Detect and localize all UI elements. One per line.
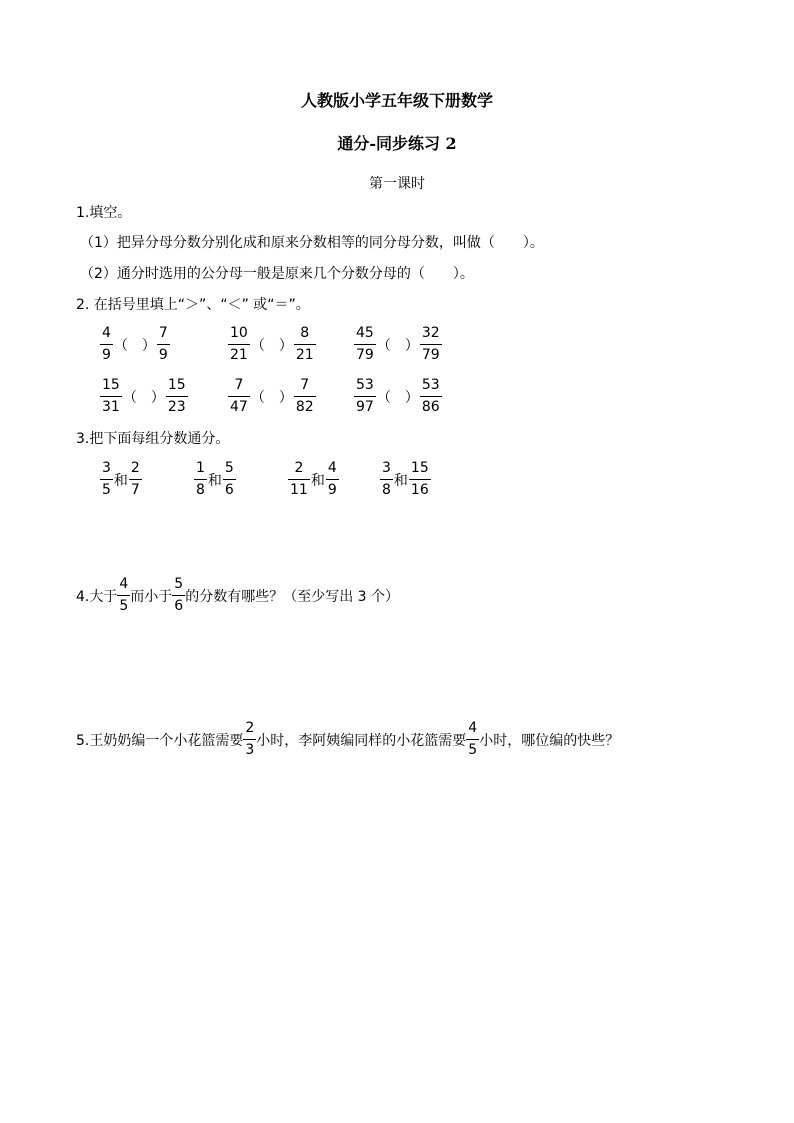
comparison-item — [100, 325, 170, 364]
answer-blank[interactable]: （ ） — [250, 337, 293, 354]
fraction-denominator: 86 — [420, 396, 442, 416]
fraction-numerator: 1 — [196, 460, 205, 476]
fraction-numerator: 45 — [356, 325, 374, 341]
fraction-numerator: 4 — [119, 576, 129, 592]
fraction-denominator: 5 — [117, 595, 130, 615]
q5-fraction-1 — [243, 720, 256, 759]
fraction-numerator: 15 — [410, 460, 429, 476]
fraction-numerator: 2 — [130, 460, 140, 476]
q4-fraction-2 — [172, 576, 185, 615]
fraction-numerator: 53 — [421, 377, 440, 393]
fraction-numerator: 15 — [102, 377, 120, 393]
right-fraction — [420, 325, 442, 364]
q5-fraction-2 — [466, 720, 479, 759]
q2-heading: 2. 在括号里填上“＞”、“＜” 或“＝”。 — [76, 297, 310, 313]
right-fraction — [294, 325, 316, 364]
fraction-pair — [194, 460, 236, 499]
q5-prefix: 5.王奶奶编一个小花篮需要 — [76, 732, 244, 749]
fraction-denominator: 6 — [223, 479, 236, 499]
left-fraction — [228, 377, 250, 416]
fraction-denominator: 3 — [243, 739, 256, 759]
joiner-text: 和 — [207, 472, 222, 489]
fraction-numerator: 53 — [356, 377, 374, 393]
fraction-numerator: 4 — [327, 460, 337, 476]
comparison-item — [354, 325, 442, 364]
first-fraction — [380, 460, 393, 499]
fraction-denominator: 5 — [466, 739, 479, 759]
fraction-denominator: 9 — [157, 344, 170, 364]
fraction-numerator: 32 — [421, 325, 440, 341]
fraction-denominator: 31 — [100, 396, 122, 416]
answer-blank[interactable]: （ ） — [122, 389, 165, 406]
q1-heading: 1.填空。 — [76, 205, 132, 221]
comparison-item — [228, 377, 316, 416]
q4-question — [76, 576, 399, 615]
q4-fraction-1 — [117, 576, 130, 615]
fraction-denominator: 79 — [420, 344, 442, 364]
fraction-denominator: 11 — [288, 479, 310, 499]
fraction-denominator: 5 — [100, 479, 113, 499]
fraction-denominator: 23 — [166, 396, 188, 416]
lesson-label: 第一课时 — [369, 176, 425, 192]
fraction-numerator: 7 — [300, 377, 310, 393]
q1-item-2: （2）通分时选用的公分母一般是原来几个分数分母的（ ）。 — [80, 266, 474, 282]
right-fraction — [166, 377, 188, 416]
fraction-pair — [100, 460, 142, 499]
first-fraction — [288, 460, 310, 499]
answer-blank[interactable]: （ ） — [376, 389, 419, 406]
fraction-denominator: 8 — [380, 479, 393, 499]
comparison-item — [354, 377, 442, 416]
fraction-pair — [288, 460, 339, 499]
q5-question — [76, 720, 619, 759]
left-fraction — [228, 325, 250, 364]
answer-blank[interactable]: （ ） — [250, 389, 293, 406]
q4-middle: 而小于 — [130, 588, 173, 605]
fraction-denominator: 6 — [172, 595, 185, 615]
comparison-item — [228, 325, 316, 364]
fraction-numerator: 4 — [102, 325, 111, 341]
fraction-numerator: 4 — [468, 720, 478, 736]
q4-suffix: 的分数有哪些？（至少写出 3 个） — [185, 588, 400, 605]
page-subtitle: 通分-同步练习 2 — [337, 134, 457, 153]
fraction-numerator: 2 — [294, 460, 304, 476]
right-fraction — [294, 377, 316, 416]
fraction-numerator: 2 — [245, 720, 255, 736]
second-fraction — [129, 460, 142, 499]
fraction-numerator: 3 — [382, 460, 391, 476]
fraction-denominator: 9 — [326, 479, 339, 499]
fraction-denominator: 9 — [100, 344, 113, 364]
left-fraction — [354, 377, 376, 416]
joiner-text: 和 — [113, 472, 128, 489]
fraction-numerator: 10 — [230, 325, 248, 341]
fraction-numerator: 8 — [300, 325, 310, 341]
comparison-item — [100, 377, 188, 416]
second-fraction — [223, 460, 236, 499]
fraction-numerator: 15 — [167, 377, 186, 393]
fraction-numerator: 7 — [158, 325, 168, 341]
left-fraction — [354, 325, 376, 364]
fraction-denominator: 82 — [294, 396, 316, 416]
right-fraction — [420, 377, 442, 416]
fraction-denominator: 8 — [194, 479, 207, 499]
left-fraction — [100, 325, 113, 364]
q4-prefix: 4.大于 — [76, 588, 118, 605]
q1-item-1: （1）把异分母分数分别化成和原来分数相等的同分母分数，叫做（ ）。 — [80, 235, 544, 251]
fraction-denominator: 79 — [354, 344, 376, 364]
fraction-denominator: 7 — [129, 479, 142, 499]
fraction-numerator: 5 — [174, 576, 184, 592]
left-fraction — [100, 377, 122, 416]
first-fraction — [194, 460, 207, 499]
fraction-denominator: 47 — [228, 396, 250, 416]
q5-suffix: 小时，哪位编的快些？ — [479, 732, 620, 749]
second-fraction — [326, 460, 339, 499]
joiner-text: 和 — [393, 472, 408, 489]
fraction-denominator: 21 — [294, 344, 316, 364]
fraction-denominator: 21 — [228, 344, 250, 364]
right-fraction — [157, 325, 170, 364]
fraction-denominator: 16 — [409, 479, 431, 499]
joiner-text: 和 — [310, 472, 325, 489]
fraction-numerator: 5 — [224, 460, 234, 476]
answer-blank[interactable]: （ ） — [376, 337, 419, 354]
fraction-numerator: 3 — [102, 460, 111, 476]
first-fraction — [100, 460, 113, 499]
page-title: 人教版小学五年级下册数学 — [300, 91, 493, 110]
fraction-numerator: 7 — [234, 377, 244, 393]
second-fraction — [409, 460, 431, 499]
fraction-pair — [380, 460, 431, 499]
fraction-denominator: 97 — [354, 396, 376, 416]
q3-heading: 3.把下面每组分数通分。 — [76, 431, 230, 447]
answer-blank[interactable]: （ ） — [113, 337, 156, 354]
q5-middle: 小时，李阿姨编同样的小花篮需要 — [256, 732, 467, 749]
